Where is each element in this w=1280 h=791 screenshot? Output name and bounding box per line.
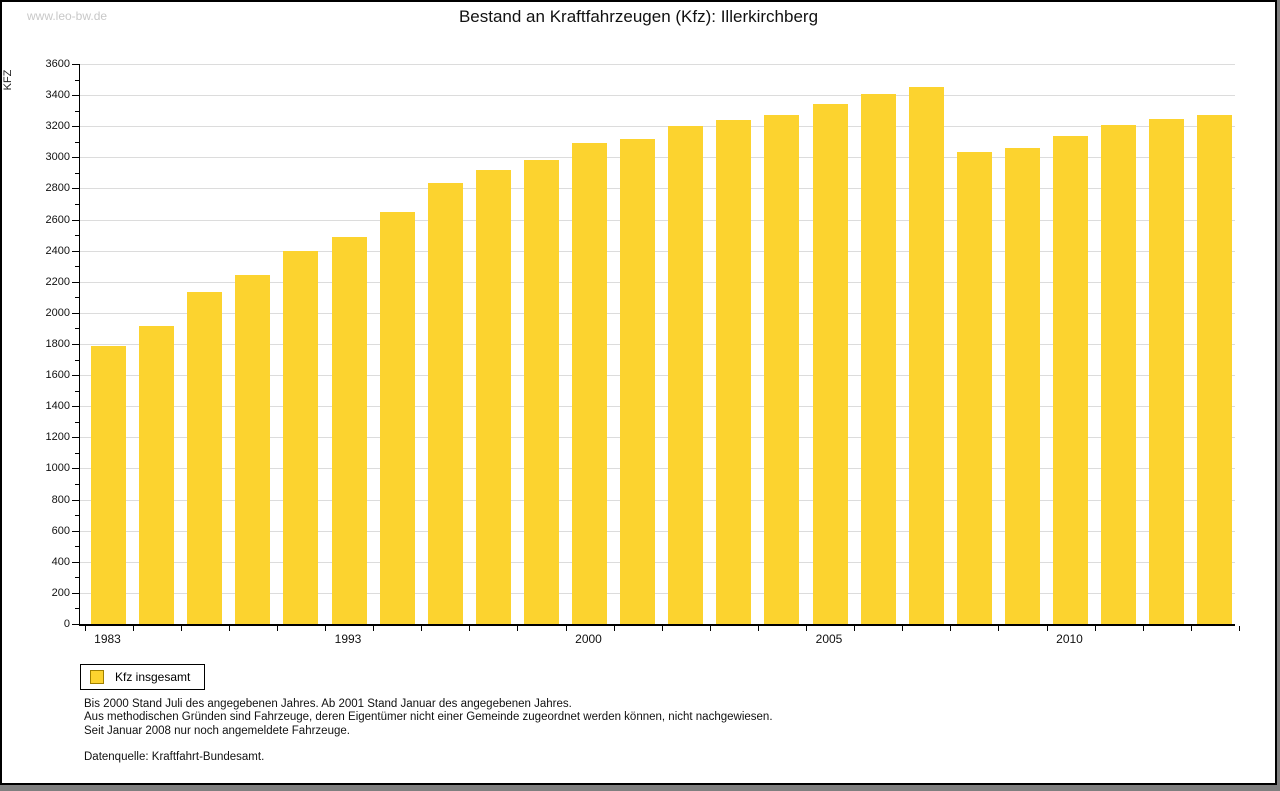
y-tick-2400 xyxy=(72,251,79,252)
bar-2012 xyxy=(1149,119,1184,624)
bar-1987 xyxy=(187,292,222,624)
y-tick-label-1200: 1200 xyxy=(45,431,70,444)
y-tick-0 xyxy=(72,624,79,625)
y-tick-label-400: 400 xyxy=(51,555,70,568)
bar-1985 xyxy=(139,326,174,624)
y-tick-label-3000: 3000 xyxy=(45,151,70,164)
y-tick-1600 xyxy=(72,375,79,376)
x-tick-20 xyxy=(1047,626,1048,631)
x-tick-label-2005: 2005 xyxy=(815,632,843,646)
y-tick-label-2200: 2200 xyxy=(45,275,70,288)
y-tick-3000 xyxy=(72,157,79,158)
chart-title: Bestand an Kraftfahrzeugen (Kfz): Illerkirchberg xyxy=(458,7,819,26)
footnote-line-1: Bis 2000 Stand Juli des angegebenen Jahres. Ab 2001 Stand Januar des angegebenen Jahres. xyxy=(84,698,572,710)
y-tick-label-800: 800 xyxy=(51,493,70,506)
bar-2013 xyxy=(1197,115,1232,624)
y-tick-3200 xyxy=(72,126,79,127)
x-tick-2 xyxy=(181,626,182,631)
y-tick-label-2000: 2000 xyxy=(45,306,70,319)
y-tick-2700 xyxy=(75,204,79,205)
y-tick-label-3400: 3400 xyxy=(45,89,70,102)
bar-1997 xyxy=(428,183,463,624)
y-tick-label-3200: 3200 xyxy=(45,120,70,133)
legend-box xyxy=(80,664,205,690)
y-tick-1400 xyxy=(72,406,79,407)
gridline-3400 xyxy=(80,95,1235,96)
bar-2004 xyxy=(764,115,799,624)
y-tick-600 xyxy=(72,531,79,532)
x-tick-11 xyxy=(614,626,615,631)
y-tick-3600 xyxy=(72,64,79,65)
bar-2010 xyxy=(1053,136,1088,624)
bar-1989 xyxy=(235,275,270,624)
bar-2000 xyxy=(572,143,607,624)
y-tick-200 xyxy=(72,593,79,594)
x-tick-21 xyxy=(1095,626,1096,631)
footnote-line-2: Aus methodischen Gründen sind Fahrzeuge, deren Eigentümer nicht einer Gemeinde zugeordnet werden können, nicht nachgewiesen. xyxy=(84,711,773,724)
x-tick-5 xyxy=(325,626,326,631)
bar-2009 xyxy=(1005,148,1040,624)
y-tick-3300 xyxy=(75,111,79,112)
y-tick-2300 xyxy=(75,266,79,267)
y-tick-1300 xyxy=(75,422,79,423)
bar-2006 xyxy=(861,94,896,624)
y-tick-100 xyxy=(75,608,79,609)
y-tick-2500 xyxy=(75,235,79,236)
y-tick-label-200: 200 xyxy=(51,586,70,599)
x-tick-24 xyxy=(1239,626,1240,631)
gridline-3200 xyxy=(80,126,1235,127)
x-tick-0 xyxy=(85,626,86,631)
y-tick-500 xyxy=(75,546,79,547)
y-tick-1100 xyxy=(75,453,79,454)
bar-2002 xyxy=(668,126,703,624)
y-tick-label-2800: 2800 xyxy=(45,182,70,195)
y-tick-1200 xyxy=(72,437,79,438)
x-tick-6 xyxy=(373,626,374,631)
y-tick-800 xyxy=(72,500,79,501)
legend-swatch-icon xyxy=(90,670,104,684)
x-tick-3 xyxy=(229,626,230,631)
x-tick-13 xyxy=(710,626,711,631)
plot-area xyxy=(79,64,1235,626)
y-tick-1500 xyxy=(75,391,79,392)
bar-chart xyxy=(2,2,1277,662)
y-tick-1800 xyxy=(72,344,79,345)
bar-1983 xyxy=(91,346,126,624)
bar-2003 xyxy=(716,120,751,624)
y-tick-2800 xyxy=(72,188,79,189)
y-tick-label-1000: 1000 xyxy=(45,462,70,475)
x-tick-label-2010: 2010 xyxy=(1056,632,1083,646)
x-tick-1 xyxy=(133,626,134,631)
y-tick-label-0: 0 xyxy=(63,618,70,630)
y-tick-2200 xyxy=(72,282,79,283)
legend-label: Kfz insgesamt xyxy=(115,670,191,684)
x-tick-18 xyxy=(950,626,951,631)
x-tick-label-2000: 2000 xyxy=(575,632,602,646)
bar-2007 xyxy=(909,87,944,624)
y-tick-3400 xyxy=(72,95,79,96)
y-tick-label-2400: 2400 xyxy=(45,244,70,257)
x-tick-label-1983: 1983 xyxy=(94,632,121,646)
y-tick-400 xyxy=(72,562,79,563)
y-tick-2100 xyxy=(75,297,79,298)
x-tick-17 xyxy=(902,626,903,631)
y-tick-label-600: 600 xyxy=(51,524,70,537)
x-tick-8 xyxy=(469,626,470,631)
x-tick-15 xyxy=(806,626,807,631)
y-tick-3100 xyxy=(75,142,79,143)
x-tick-23 xyxy=(1191,626,1192,631)
y-tick-label-1600: 1600 xyxy=(45,369,70,382)
y-tick-700 xyxy=(75,515,79,516)
y-tick-900 xyxy=(75,484,79,485)
x-tick-14 xyxy=(758,626,759,631)
y-tick-3500 xyxy=(75,80,79,81)
x-tick-4 xyxy=(277,626,278,631)
bar-1995 xyxy=(380,212,415,624)
bar-1999 xyxy=(524,160,559,624)
y-axis-title: KFZ xyxy=(2,69,14,91)
bar-1993 xyxy=(332,237,367,624)
watermark: www.leo-bw.de xyxy=(27,9,108,23)
x-tick-16 xyxy=(854,626,855,631)
bar-1991 xyxy=(283,251,318,624)
gridline-3600 xyxy=(80,64,1235,65)
x-tick-7 xyxy=(421,626,422,631)
x-tick-10 xyxy=(566,626,567,631)
y-tick-label-3600: 3600 xyxy=(45,58,70,70)
bar-2011 xyxy=(1101,125,1136,624)
y-tick-300 xyxy=(75,577,79,578)
footnote-line-3: Seit Januar 2008 nur noch angemeldete Fahrzeuge. xyxy=(84,724,350,737)
y-tick-label-2600: 2600 xyxy=(45,213,70,226)
y-tick-2600 xyxy=(72,220,79,221)
y-tick-label-1800: 1800 xyxy=(45,338,70,350)
bar-2008 xyxy=(957,152,992,624)
bar-1998 xyxy=(476,170,511,624)
x-tick-22 xyxy=(1143,626,1144,631)
x-tick-19 xyxy=(998,626,999,631)
y-tick-2000 xyxy=(72,313,79,314)
footnotes xyxy=(84,698,773,765)
y-tick-2900 xyxy=(75,173,79,174)
y-tick-1000 xyxy=(72,468,79,469)
data-source: Datenquelle: Kraftfahrt-Bundesamt. xyxy=(84,751,265,764)
bar-2005 xyxy=(813,104,848,624)
x-tick-9 xyxy=(517,626,518,631)
bar-2001 xyxy=(620,139,655,624)
y-tick-1700 xyxy=(75,360,79,361)
x-tick-12 xyxy=(662,626,663,631)
y-tick-label-1400: 1400 xyxy=(45,400,70,413)
y-tick-1900 xyxy=(75,328,79,329)
x-tick-label-1993: 1993 xyxy=(334,632,362,646)
